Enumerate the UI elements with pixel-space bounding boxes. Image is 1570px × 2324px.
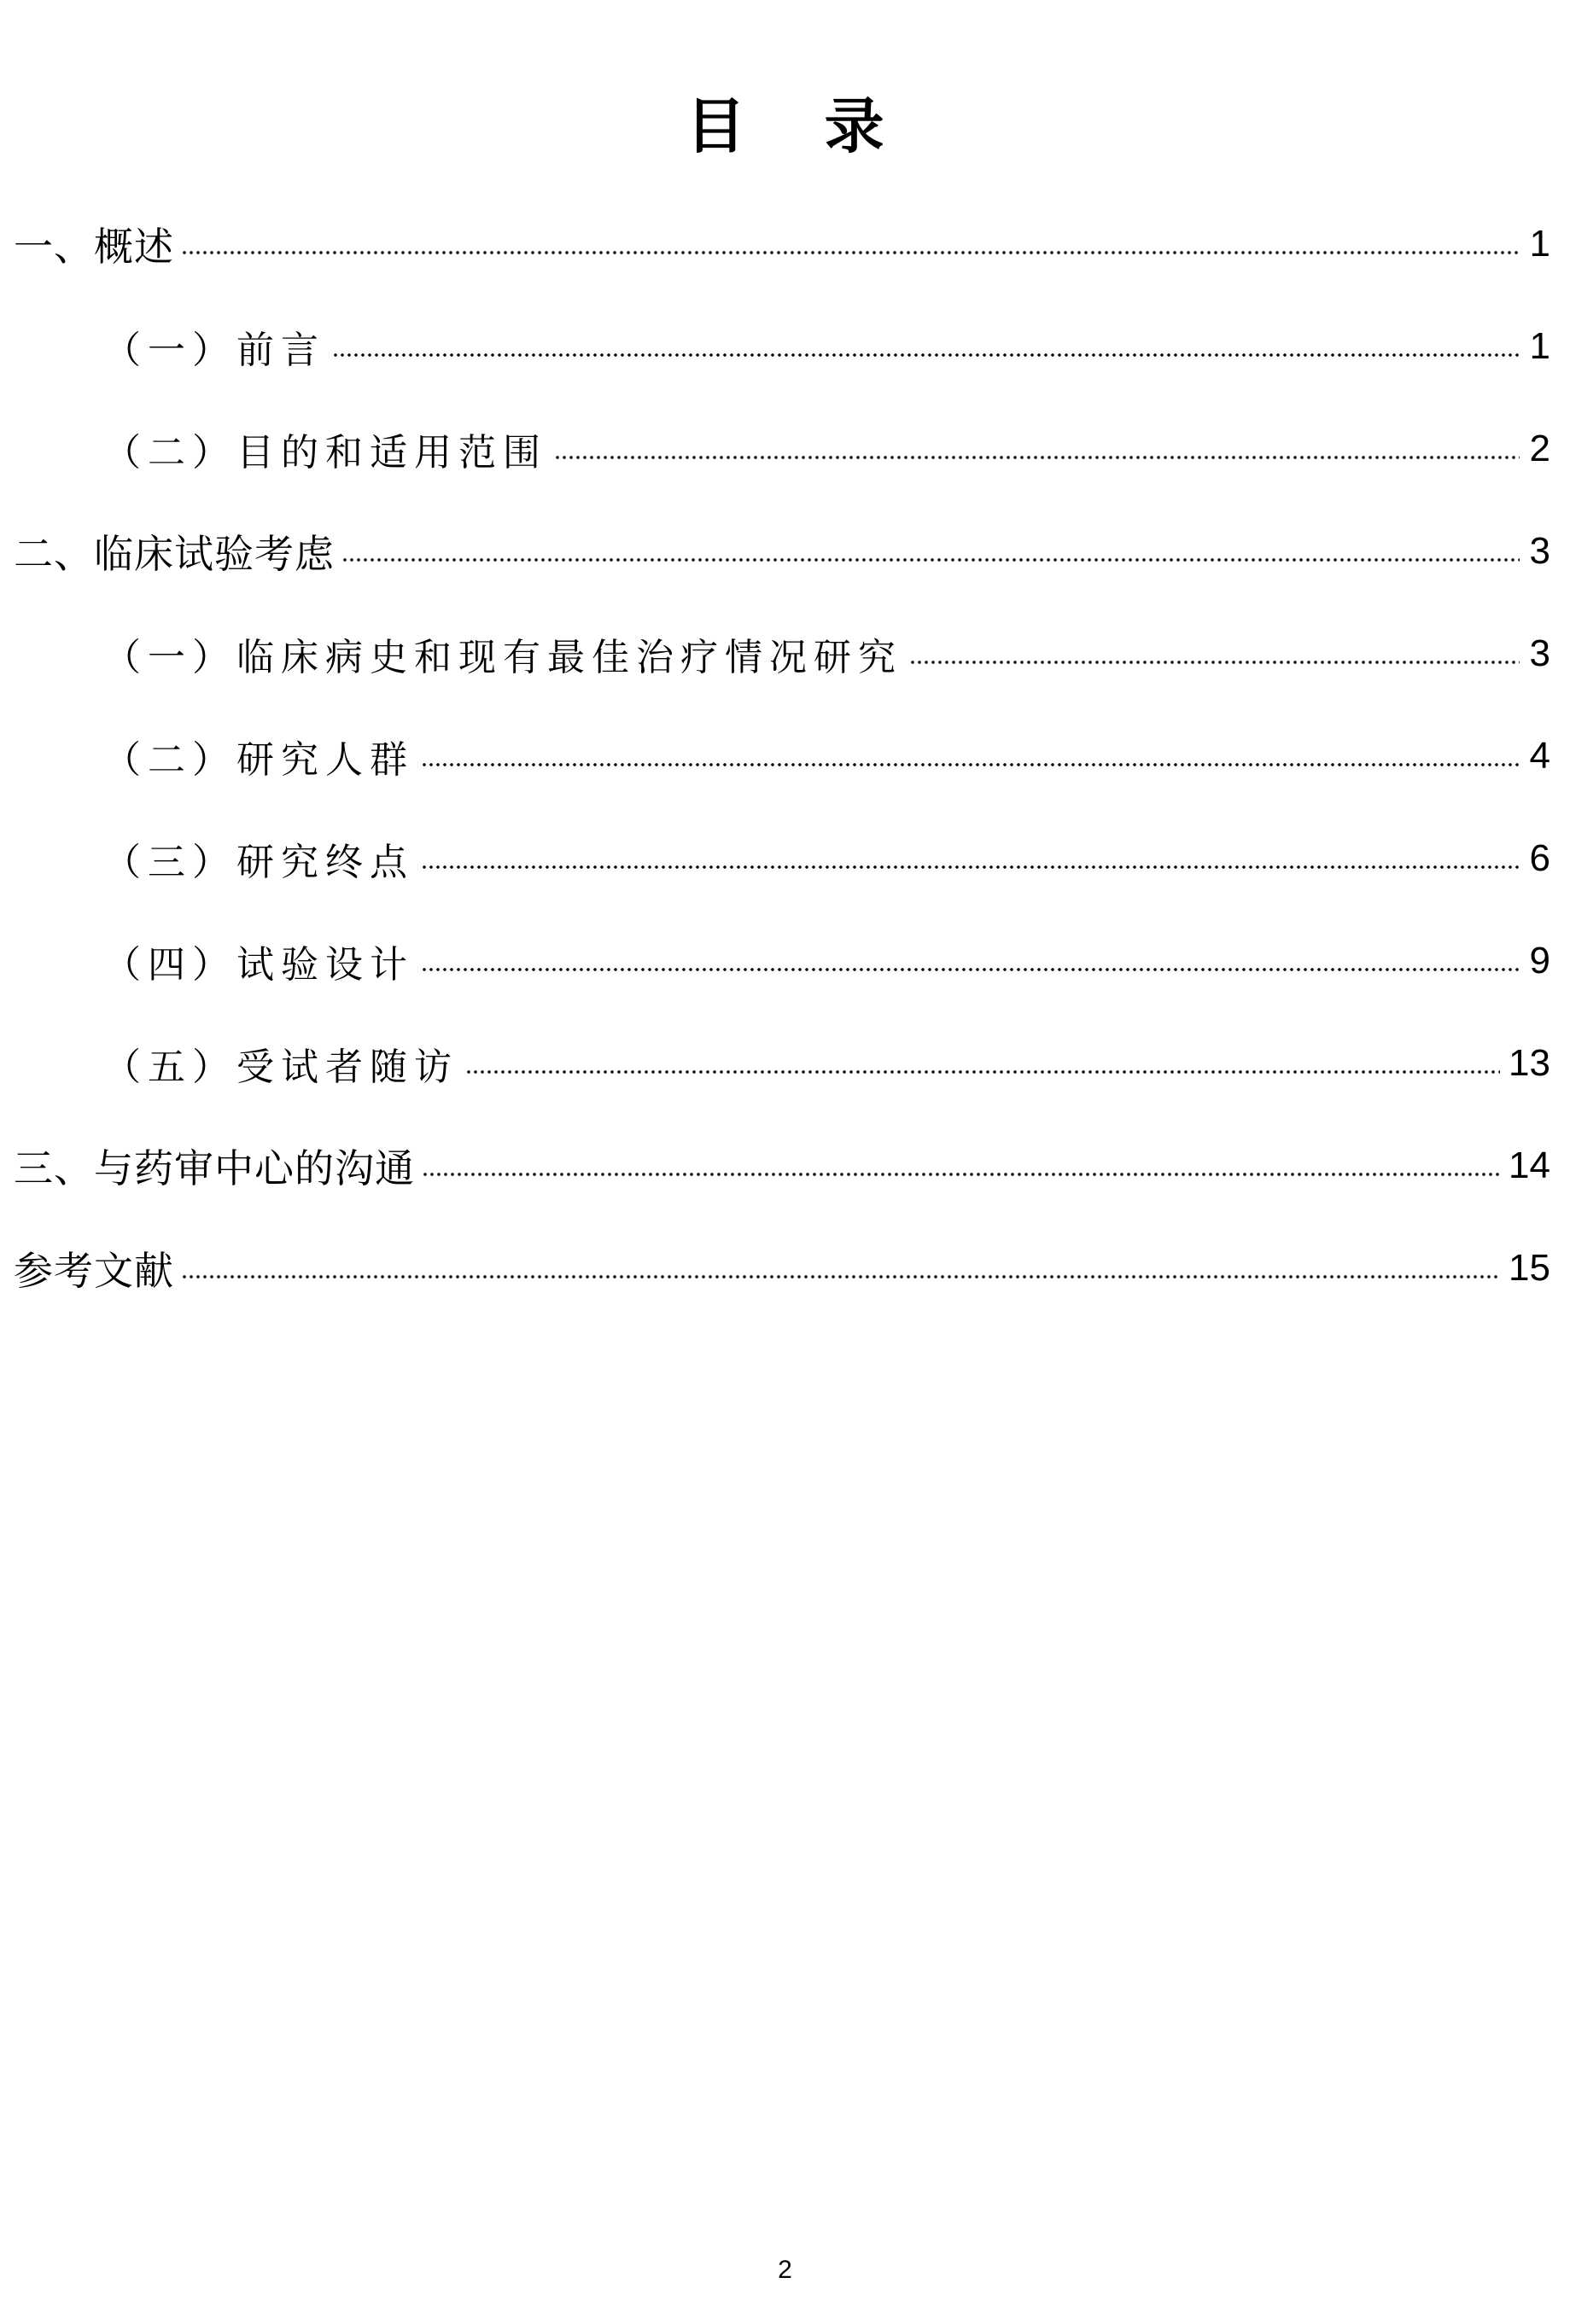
- toc-entry-label: 一、概述: [14, 224, 174, 270]
- toc-entry-study-endpoints[interactable]: [14, 807, 1550, 910]
- dot-leader: [421, 759, 1520, 771]
- toc-entry-overview[interactable]: [14, 193, 1550, 295]
- toc-entry-label: （四）试验设计: [103, 943, 414, 987]
- toc-entry-label: （五）受试者随访: [103, 1046, 458, 1089]
- toc-entry-label: （二）研究人群: [103, 738, 414, 782]
- toc-entry-preface[interactable]: [14, 295, 1550, 398]
- toc-entry-page: 3: [1529, 530, 1550, 572]
- toc-entry-label: （二）目的和适用范围: [103, 431, 547, 475]
- toc-entry-label: 二、临床试验考虑: [14, 531, 335, 577]
- dot-leader: [554, 451, 1520, 463]
- toc-entry-page: 3: [1529, 632, 1550, 674]
- page-number: 2: [778, 2256, 792, 2284]
- toc-entry-page: 1: [1529, 223, 1550, 265]
- toc-entry-subject-follow-up[interactable]: [14, 1012, 1550, 1115]
- dot-leader: [421, 964, 1520, 976]
- toc-entry-clinical-trial-considerations[interactable]: [14, 500, 1550, 603]
- toc-entry-label: 三、与药审中心的沟通: [14, 1145, 415, 1191]
- toc-entry-references[interactable]: [14, 1217, 1550, 1319]
- toc-entry-page: 15: [1509, 1247, 1550, 1289]
- table-of-contents: [14, 193, 1550, 1319]
- toc-entry-trial-design[interactable]: [14, 910, 1550, 1012]
- toc-entry-label: （三）研究终点: [103, 841, 414, 884]
- toc-entry-label: 参考文献: [14, 1248, 174, 1294]
- toc-entry-page: 14: [1509, 1145, 1550, 1186]
- toc-entry-purpose-scope[interactable]: [14, 398, 1550, 500]
- dot-leader: [332, 349, 1520, 361]
- toc-entry-label: （一）前言: [103, 329, 325, 372]
- toc-entry-communication-cde[interactable]: [14, 1115, 1550, 1217]
- toc-entry-page: 2: [1529, 428, 1550, 469]
- dot-leader: [421, 861, 1520, 873]
- toc-entry-page: 4: [1529, 735, 1550, 777]
- toc-entry-page: 13: [1509, 1042, 1550, 1084]
- dot-leader: [465, 1066, 1500, 1078]
- toc-entry-clinical-history[interactable]: [14, 603, 1550, 705]
- dot-leader: [341, 554, 1520, 566]
- toc-entry-study-population[interactable]: [14, 705, 1550, 807]
- toc-entry-page: 1: [1529, 325, 1550, 367]
- dot-leader: [181, 1271, 1500, 1283]
- toc-title: 目 录: [686, 90, 913, 161]
- toc-entry-label: （一）临床病史和现有最佳治疗情况研究: [103, 636, 902, 679]
- dot-leader: [909, 656, 1520, 668]
- dot-leader: [181, 247, 1520, 259]
- dot-leader: [422, 1168, 1500, 1180]
- toc-entry-page: 6: [1529, 837, 1550, 879]
- toc-entry-page: 9: [1529, 940, 1550, 981]
